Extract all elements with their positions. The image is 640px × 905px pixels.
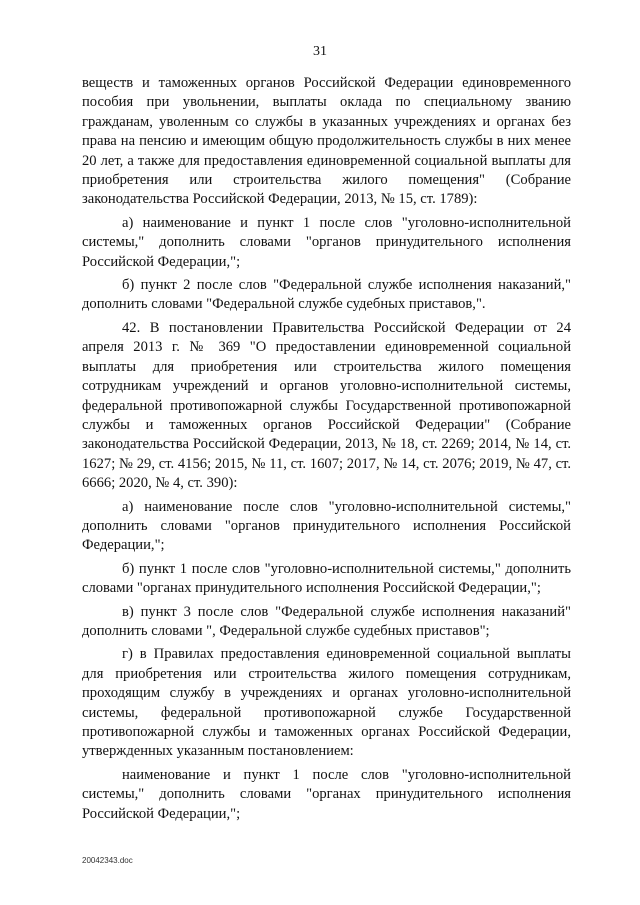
- paragraph-item-g-42: г) в Правилах предоставления единовременной социальной выплаты для приобретения или строительства жилого помещения сотрудникам, проходящим службу в учреждениях и органах уголовно-исполнительной системы, федеральной противопожарной службе Государственной противопожарной службы и таможенных органах Российской Федерации, утвержденных указанным постановлением:: [82, 646, 571, 760]
- paragraph-item-b-42: б) пункт 1 после слов "уголовно-исполнительной системы," дополнить словами "органах принудительного исполнения Российской Федерации,";: [82, 560, 571, 597]
- paragraph-rules-name: наименование и пункт 1 после слов "уголовно-исполнительной системы," дополнить словами "органах принудительного исполнения Российской Федерации,";: [82, 766, 571, 822]
- paragraph-item-a-42: а) наименование после слов "уголовно-исполнительной системы," дополнить словами "органов принудительного исполнения Российской Федерации,";: [82, 498, 571, 554]
- paragraph-continuation: веществ и таможенных органов Российской Федерации единовременного пособия при увольнении, выплаты оклада по специальному званию гражданам, уволенным со службы в указанных учреждениях и органах без права на пенсию и имеющим общую продолжительность службы в них менее 20 лет, а также для предоставления единовременной социальной выплаты для приобретения или строительства жилого помещения" (Собрание законодательства Российской Федерации, 2013, № 15, ст. 1789):: [82, 75, 571, 208]
- footer-filename: 20042343.doc: [82, 856, 133, 865]
- page-number: 31: [313, 44, 327, 59]
- paragraph-item-v-42: в) пункт 3 после слов "Федеральной службе исполнения наказаний" дополнить словами ", Федеральной службе судебных приставов";: [82, 603, 571, 639]
- paragraph-section-42: 42. В постановлении Правительства Российской Федерации от 24 апреля 2013 г. № 369 "О предоставлении единовременной социальной выплаты для приобретения или строительства жилого помещения сотрудникам учреждений и органов уголовно-исполнительной системы, федеральной противопожарной службы Государственной противопожарной службы и таможенных органов Российской Федерации" (Собрание законодательства Российской Федерации, 2013, № 18, ст. 2269; 2014, № 14, ст. 1627; № 29, ст. 4156; 2015, № 11, ст. 1607; 2017, № 14, ст. 2076; 2019, № 47, ст. 6666; 2020, № 4, ст. 390):: [82, 319, 571, 492]
- paragraph-item-b: б) пункт 2 после слов "Федеральной службе исполнения наказаний," дополнить словами "Федеральной службе судебных приставов,".: [82, 277, 571, 313]
- paragraph-item-a: а) наименование и пункт 1 после слов "уголовно-исполнительной системы," дополнить словами "органов принудительного исполнения Российской Федерации,";: [82, 214, 571, 270]
- document-body: [82, 74, 571, 824]
